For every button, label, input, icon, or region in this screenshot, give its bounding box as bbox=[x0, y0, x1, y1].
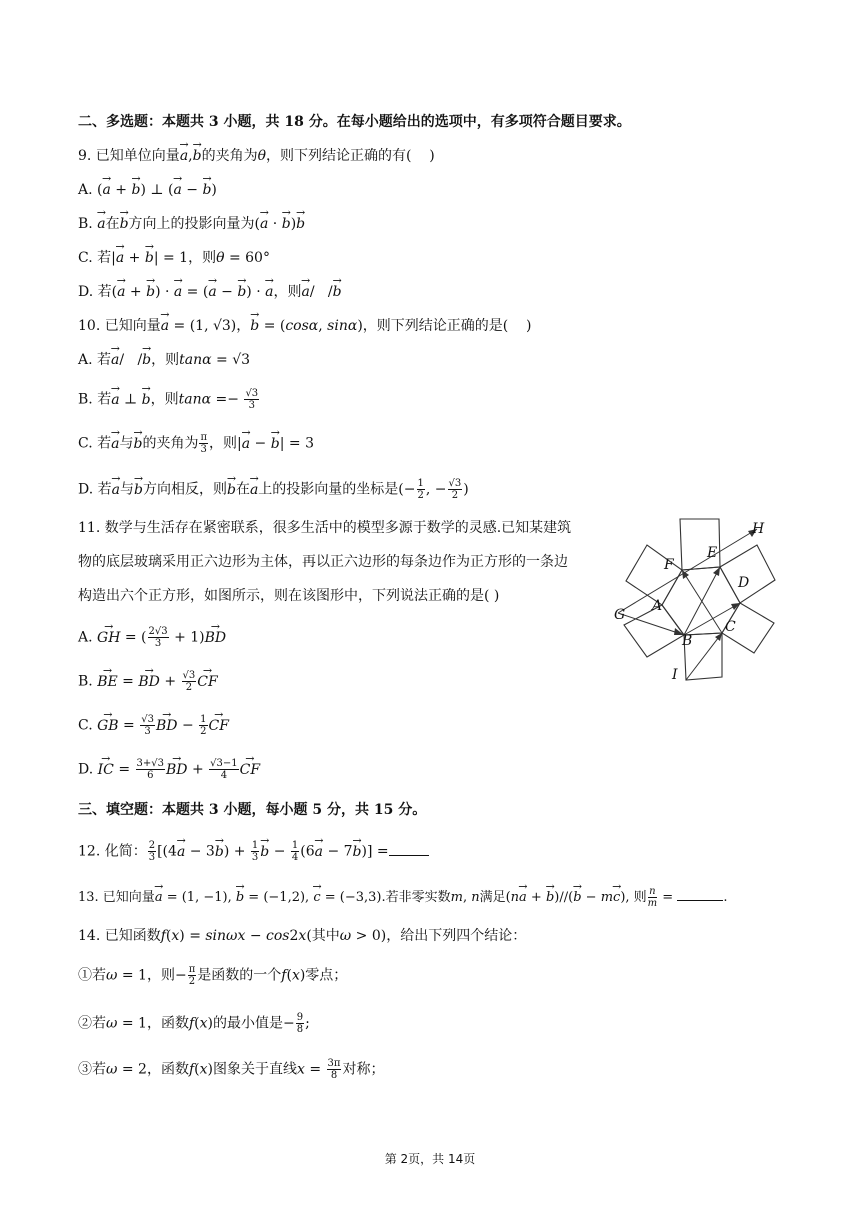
answer-blank-13[interactable] bbox=[677, 886, 723, 901]
figure-label-b: B bbox=[682, 633, 693, 649]
question-11-option-b: B. → BE = → BD + $\frac{√3}{2}$ → CF bbox=[78, 670, 218, 693]
section-heading-multiple-choice: 二、多选题：本题共 3 小题，共 18 分。在每小题给出的选项中，有多项符合题目要求。 bbox=[78, 114, 631, 130]
question-9-stem: 9. 已知单位向量→ a,→ b的夹角为θ，则下列结论正确的有( ) bbox=[78, 146, 435, 166]
figure-label-d: D bbox=[738, 575, 750, 591]
figure-label-a: A bbox=[652, 598, 663, 614]
question-14-stem: 14. 已知函数f(x) = sinωx − cos2x(其中ω > 0)，给出下列四个结论： bbox=[78, 928, 527, 944]
question-10-option-a: A. 若→ a/ /→ b，则tanα = √3 bbox=[78, 350, 250, 370]
question-14-conclusion-1: ①若ω = 1，则− $\frac{\pi}{2}$ 是函数的一个f(x)零点； bbox=[78, 964, 348, 987]
question-13-stem: 13. 已知向量→ a = (1, −1), → b = (−1,2), → c = (−3,3).若非零实数m, n满足(n→ a + → b)//(→ b − m→ c), 则 $\frac{n}{m}$ = . bbox=[78, 886, 727, 909]
section-heading-fill-in: 三、填空题：本题共 3 小题，每小题 5 分，共 15 分。 bbox=[78, 802, 427, 818]
question-9-option-d: D. 若(→ a + → b) · → a = (→ a − → b) · → a，则→ a/ /→ b bbox=[78, 282, 342, 302]
question-11-stem-line1: 11. 数学与生活存在紧密联系，很多生活中的模型多源于数学的灵感.已知某建筑 bbox=[78, 520, 572, 536]
question-11-stem-line3: 构造出六个正方形，如图所示，则在该图形中，下列说法正确的是( ) bbox=[78, 588, 500, 604]
question-14-conclusion-2: ②若ω = 1，函数f(x)的最小值是− $\frac{9}{8}$ ; bbox=[78, 1012, 310, 1035]
figure-label-f: F bbox=[664, 557, 674, 573]
figure-label-g: G bbox=[614, 607, 626, 623]
figure-label-h: H bbox=[752, 521, 765, 537]
question-9-option-c: C. 若|→ a + → b| = 1，则θ = 60° bbox=[78, 248, 270, 268]
question-11-option-a: A. → GH = ( $\frac{2√3}{3}$ + 1)→ BD bbox=[78, 626, 226, 649]
figure-label-c: C bbox=[725, 619, 736, 635]
question-11-option-c: C. → GB = $\frac{√3}{3}$ → BD − $\frac{1}{2}$ → CF bbox=[78, 714, 229, 737]
figure-label-e: E bbox=[707, 545, 718, 561]
hexagon-squares-figure bbox=[612, 515, 792, 685]
question-11-stem-line2: 物的底层玻璃采用正六边形为主体，再以正六边形的每条边作为正方形的一条边 bbox=[78, 554, 568, 570]
question-10-option-c: C. 若→ a与→ b的夹角为 $\frac{\pi}{3}$ ，则|→ a − → b| = 3 bbox=[78, 432, 314, 455]
question-9-option-a: A. (→ a + → b) ⊥ (→ a − → b) bbox=[78, 180, 217, 200]
question-14-conclusion-3: ③若ω = 2，函数f(x)图象关于直线x = $\frac{3\pi}{8}$ 对称； bbox=[78, 1058, 385, 1081]
question-11-option-d: D. → IC = $\frac{3+√3}{6}$ → BD + $\frac{√3-1}{4}$ → CF bbox=[78, 758, 260, 781]
question-10-stem: 10. 已知向量→ a = (1, √3)，→ b = (cosα, sinα)，则下列结论正确的是( ) bbox=[78, 316, 532, 336]
page-footer: 第 2页，共 14页 bbox=[384, 1152, 476, 1166]
question-12-stem: 12. 化简： $\frac{2}{3}$ [(4→ a − 3→ b) + $\frac{1}{3}$ → b − $\frac{1}{4}$ (6→ a − 7→ b)] = bbox=[78, 840, 429, 863]
figure-label-i: I bbox=[672, 667, 678, 683]
question-9-option-b: B. → a在→ b方向上的投影向量为(→ a · → b)→ b bbox=[78, 214, 305, 234]
question-10-option-b: B. 若→ a ⊥ → b，则tanα =− $\frac{√3}{3}$ bbox=[78, 388, 260, 411]
question-10-option-d: D. 若→ a与→ b方向相反，则→ b在→ a上的投影向量的坐标是(− $\frac{1}{2}$ , − $\frac{√3}{2}$ ) bbox=[78, 478, 469, 501]
answer-blank-12[interactable] bbox=[389, 841, 429, 856]
